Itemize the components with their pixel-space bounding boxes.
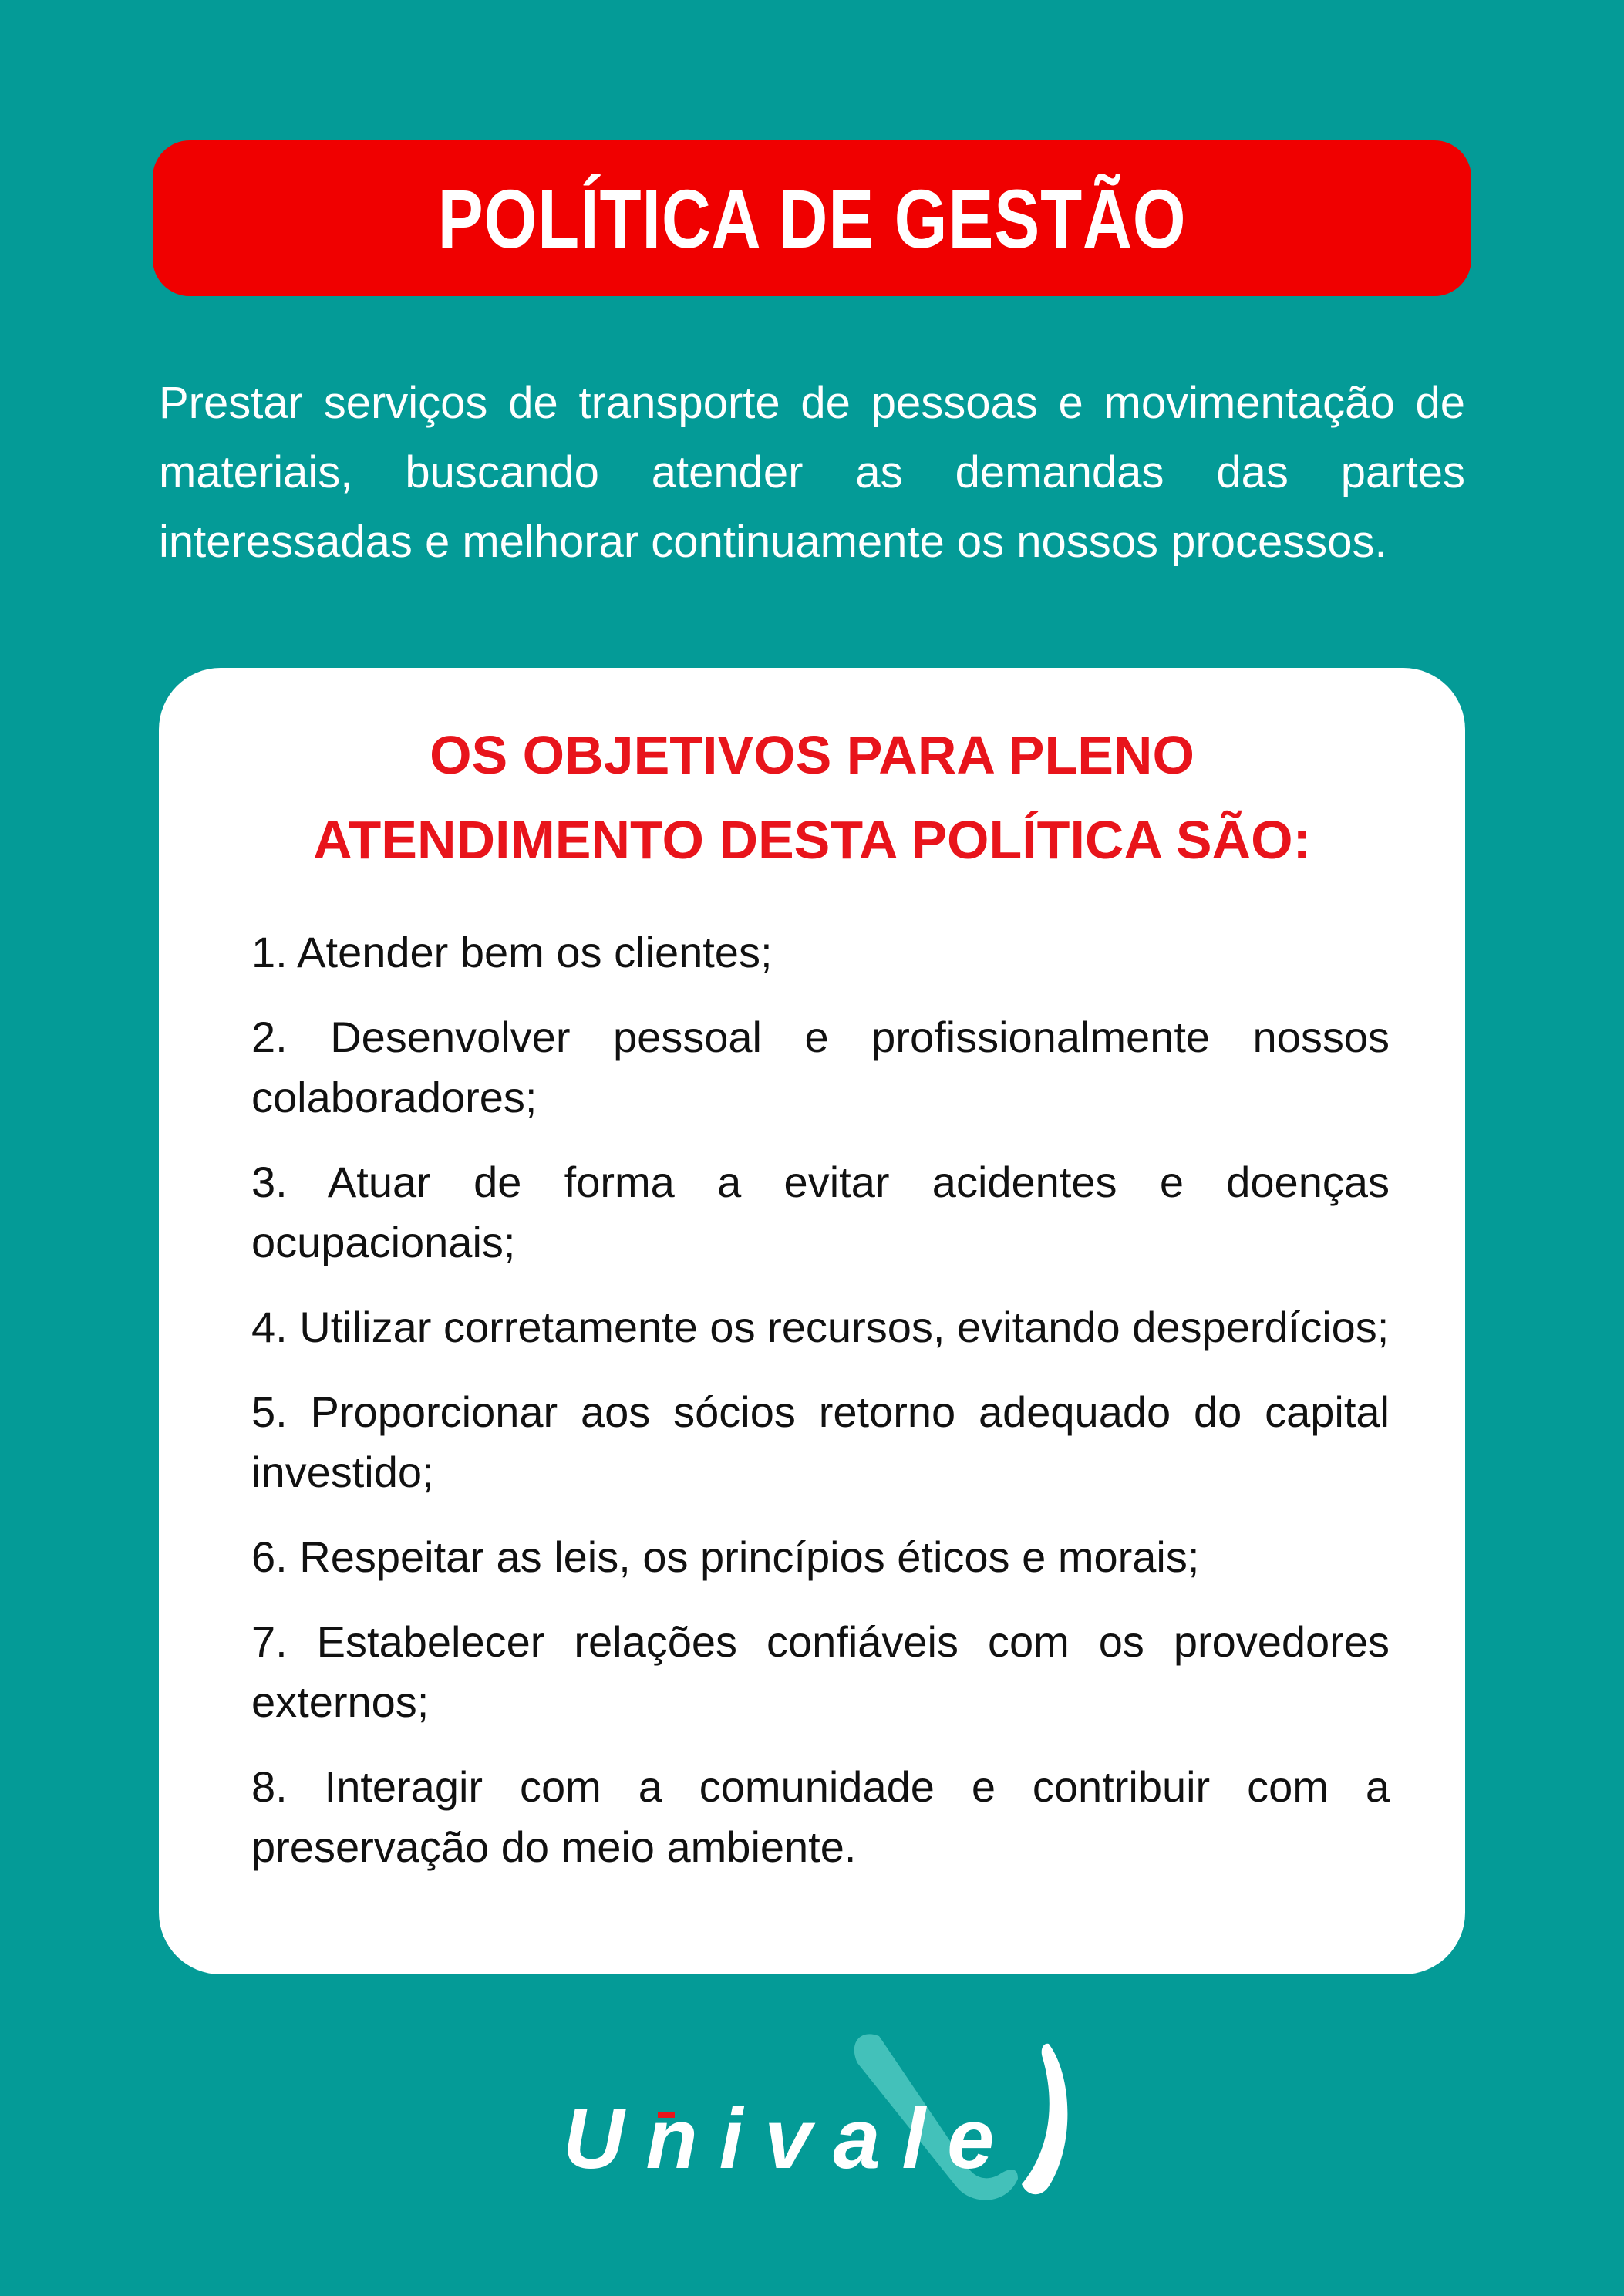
objectives-heading-line-1: OS OBJETIVOS PARA PLENO (430, 725, 1194, 785)
objective-item-7: 7. Estabelecer relações confiáveis com os provedores externos; (251, 1617, 1390, 1726)
objective-item-1: 1. Atender bem os clientes; (251, 928, 773, 976)
objectives-heading-line-2: ATENDIMENTO DESTA POLÍTICA SÃO: (313, 810, 1311, 870)
univale-logo (555, 2021, 1080, 2221)
objectives-heading (159, 713, 1465, 882)
title-banner (153, 140, 1471, 296)
logo-text: Univale (563, 2092, 1016, 2186)
objectives-card (159, 668, 1465, 1974)
objective-item-4: 4. Utilizar corretamente os recursos, evitando desperdícios; (251, 1303, 1390, 1351)
objectives-list (251, 922, 1390, 1902)
mission-statement: Prestar serviços de transporte de pessoas e movimentação de materiais, buscando atender as demandas das partes interessadas e melhorar continuamente os nossos processos. (159, 378, 1465, 567)
objective-item-2: 2. Desenvolver pessoal e profissionalmente nossos colaboradores; (251, 1013, 1390, 1121)
objective-item-6: 6. Respeitar as leis, os princípios éticos e morais; (251, 1532, 1200, 1581)
page-title: POLÍTICA DE GESTÃO (437, 171, 1187, 265)
objective-item-5: 5. Proporcionar aos sócios retorno adequado do capital investido; (251, 1387, 1390, 1496)
objective-item-3: 3. Atuar de forma a evitar acidentes e doenças ocupacionais; (251, 1158, 1390, 1266)
objective-item-8: 8. Interagir com a comunidade e contribuir com a preservação do meio ambiente. (251, 1762, 1390, 1871)
